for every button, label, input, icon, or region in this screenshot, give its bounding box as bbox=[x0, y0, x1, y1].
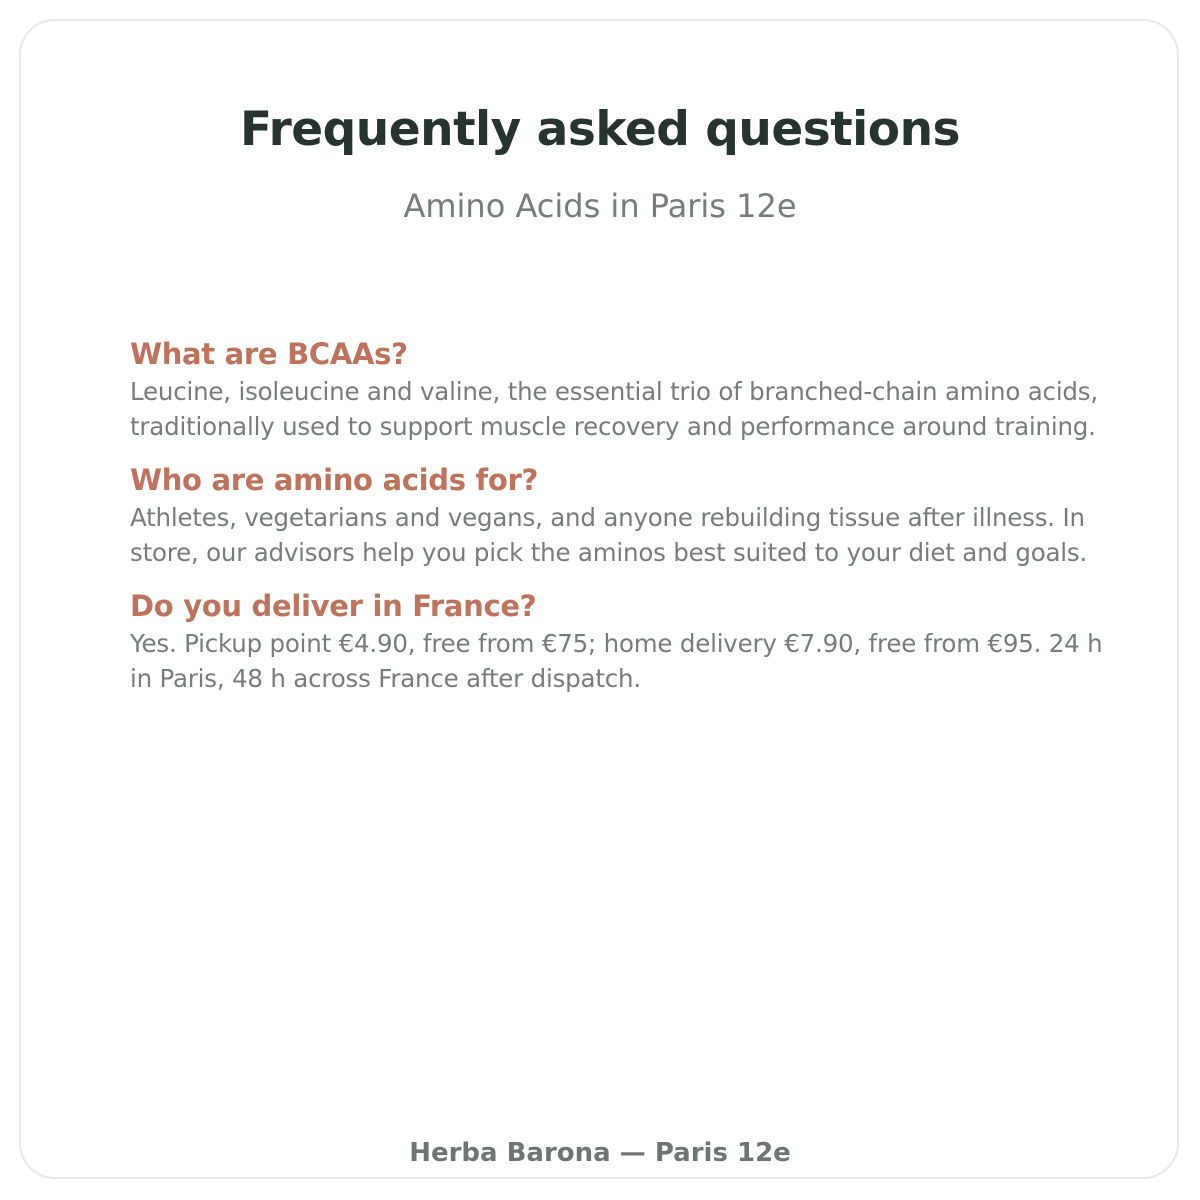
faq-question: Who are amino acids for? bbox=[130, 463, 538, 497]
footer-store-name: Herba Barona — Paris 12e bbox=[409, 1138, 791, 1168]
faq-answer: Athletes, vegetarians and vegans, and anyone rebuilding tissue after illness. In store, our advisors help you pick the aminos best suited to your diet and goals. bbox=[130, 503, 1088, 567]
page-title: Frequently asked questions bbox=[240, 102, 960, 157]
faq-item-audience bbox=[130, 460, 1120, 570]
faq-item-delivery bbox=[130, 586, 1120, 696]
faq-question: Do you deliver in France? bbox=[130, 589, 537, 623]
page-subtitle: Amino Acids in Paris 12e bbox=[403, 187, 797, 225]
faq-answer: Leucine, isoleucine and valine, the essential trio of branched-chain amino acids, traditionally used to support muscle recovery and performance around training. bbox=[130, 377, 1098, 441]
faq-question: What are BCAAs? bbox=[130, 337, 408, 371]
faq-item-bcaas bbox=[130, 334, 1120, 444]
faq-list bbox=[130, 334, 1120, 712]
faq-answer: Yes. Pickup point €4.90, free from €75; home delivery €7.90, free from €95. 24 h in Paris, 48 h across France after dispatch. bbox=[130, 629, 1103, 693]
